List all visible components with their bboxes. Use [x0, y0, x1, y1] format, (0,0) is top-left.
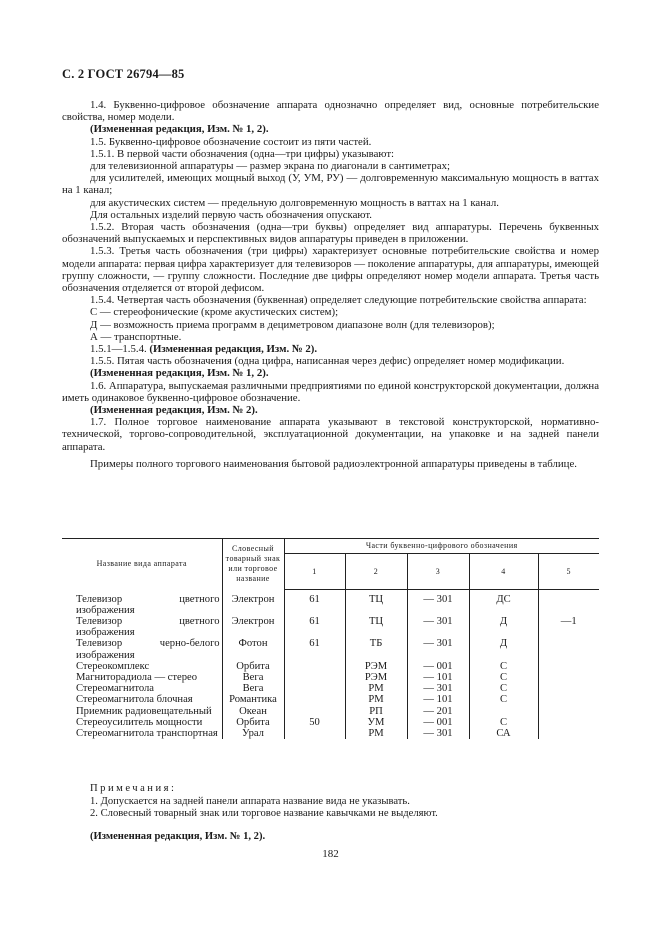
cell-c5	[538, 672, 599, 683]
table-row	[62, 683, 599, 694]
cell-c1: 61	[284, 590, 345, 616]
paragraph	[62, 367, 599, 379]
cell-brand: Романтика	[222, 694, 284, 705]
paragraph	[62, 416, 599, 453]
cell-c5	[538, 683, 599, 694]
page-header: С. 2 ГОСТ 26794—85	[62, 67, 185, 81]
paragraph-text: (Измененная редакция, Изм. № 2).	[90, 404, 258, 417]
cell-c2: ТБ	[345, 638, 407, 660]
cell-c3: — 101	[407, 694, 469, 705]
cell-c2: ТЦ	[345, 616, 407, 638]
part-number-header: 2	[345, 554, 407, 590]
cell-c1: 61	[284, 638, 345, 660]
table-row	[62, 590, 599, 616]
paragraph	[62, 404, 599, 416]
paragraph-text: Примеры полного торгового наименования бытовой радиоэлектронной аппаратуры приведены в таблице.	[90, 457, 577, 470]
paragraph	[62, 148, 599, 160]
cell-c2: РМ	[345, 728, 407, 739]
column-header-name: Название вида аппарата	[62, 539, 222, 590]
paragraph	[62, 458, 599, 470]
designation-examples-table	[62, 538, 599, 739]
paragraph-text: 1.5. Буквенно-цифровое обозначение состоит из пяти частей.	[90, 135, 372, 148]
cell-c4: С	[469, 672, 538, 683]
paragraph	[62, 160, 599, 172]
cell-brand: Вега	[222, 672, 284, 683]
paragraph-text: (Измененная редакция, Изм. № 1, 2).	[90, 123, 269, 136]
cell-c1	[284, 694, 345, 705]
cell-device-type	[62, 683, 222, 694]
paragraph-text: 1.4. Буквенно-цифровое обозначение аппарата однозначно определяет вид, основные потребительские свойства, номер модели.	[62, 99, 599, 124]
cell-c4: С	[469, 717, 538, 728]
device-type-text: Телевизор цветного изображения	[76, 615, 220, 639]
cell-c2: РМ	[345, 694, 407, 705]
cell-device-type	[62, 672, 222, 683]
cell-brand: Электрон	[222, 590, 284, 616]
paragraph	[62, 355, 599, 367]
paragraph-text: для телевизионной аппаратуры — размер экрана по диагонали в сантиметрах;	[90, 160, 450, 173]
cell-device-type	[62, 638, 222, 660]
device-type-text: Стереомагнитола транспортная	[76, 727, 218, 739]
cell-c1	[284, 683, 345, 694]
paragraph-text: 1.5.1. В первой части обозначения (одна—три цифры) указывают:	[90, 147, 395, 160]
cell-c3: — 301	[407, 683, 469, 694]
cell-c4: С	[469, 694, 538, 705]
cell-c4: ДС	[469, 590, 538, 616]
cell-c5	[538, 590, 599, 616]
cell-c1	[284, 672, 345, 683]
cell-c2: ТЦ	[345, 590, 407, 616]
paragraph	[62, 343, 599, 355]
cell-brand: Урал	[222, 728, 284, 739]
cell-c3: — 301	[407, 638, 469, 660]
paragraph-text: 1.7. Полное торговое наименование аппарата указывают в текстовой конструкторской, нормативно-технической, торгово-сопроводительной, эксплуатационной документации, на упаковке и на задней панели аппарата.	[62, 416, 599, 453]
paragraph	[62, 123, 599, 135]
notes-title: Примечания:	[90, 783, 177, 794]
paragraph-text: для усилителей, имеющих мощный выход (У, УМ, РУ) — долговременную максимальную мощность в ваттах на 1 канал;	[62, 172, 599, 197]
paragraph-text: (Измененная редакция, Изм. № 1, 2).	[90, 367, 269, 380]
cell-brand: Орбита	[222, 717, 284, 728]
cell-c5	[538, 694, 599, 705]
note-item: 1. Допускается на задней панели аппарата название вида не указывать.	[90, 795, 410, 807]
cell-c1	[284, 706, 345, 717]
paragraph-text: 1.5.3. Третья часть обозначения (три цифры) характеризует основные потребительские свойства и номер модели аппарата: первая цифра характеризует для телевизоров — поколение аппаратуры, для аппаратуры, имеющей группу сложности, — группу сложности. Последние две цифры определяют номер модели аппарата. Третья часть обозначения отделяется от второй дефисом.	[62, 245, 599, 295]
paragraph-text: 1.6. Аппаратура, выпускаемая различными предприятиями по единой конструкторской документации, должна иметь одинаковое буквенно-цифровое обозначение.	[62, 379, 599, 404]
paragraph	[62, 380, 599, 404]
device-type-text: Приемник радиовещательный	[76, 705, 212, 717]
paragraph-text: Д — возможность приема программ в дециметровом диапазоне волн (для телевизоров);	[90, 318, 495, 331]
table-row	[62, 616, 599, 638]
cell-c3: — 301	[407, 616, 469, 638]
cell-device-type	[62, 590, 222, 616]
cell-brand: Электрон	[222, 616, 284, 638]
device-type-text: Стереомагнитола блочная	[76, 694, 193, 706]
paragraph-text: 1.5.1—1.5.4.	[90, 343, 150, 356]
cell-c1	[284, 728, 345, 739]
cell-device-type	[62, 706, 222, 717]
column-header-brand: Словесный товарный знак или торговое название	[222, 539, 284, 590]
paragraph	[62, 197, 599, 209]
table-notes	[62, 783, 599, 843]
cell-c4: Д	[469, 638, 538, 660]
cell-c1: 61	[284, 616, 345, 638]
cell-c1: 50	[284, 717, 345, 728]
cell-c5	[538, 728, 599, 739]
cell-c4: Д	[469, 616, 538, 638]
cell-device-type	[62, 717, 222, 728]
amendment-reference: (Измененная редакция, Изм. № 2).	[149, 343, 318, 356]
column-header-parts: Части буквенно-цифрового обозначения	[284, 539, 599, 554]
cell-brand: Океан	[222, 706, 284, 717]
cell-c3: — 301	[407, 590, 469, 616]
device-type-text: Магниторадиола — стерео	[76, 671, 198, 683]
paragraph	[62, 319, 599, 331]
paragraph	[62, 331, 599, 343]
device-type-text: Телевизор черно-белого изображения	[76, 638, 220, 661]
cell-device-type	[62, 694, 222, 705]
paragraph-text: 1.5.2. Вторая часть обозначения (одна—три буквы) определяет вид аппаратуры. Перечень буквенных обозначений выпускаемых и перспективных видов аппаратуры приведен в приложении.	[62, 221, 599, 246]
device-type-text: Телевизор цветного изображения	[76, 593, 220, 616]
cell-device-type	[62, 728, 222, 739]
table-row	[62, 672, 599, 683]
page-number: 182	[322, 848, 339, 860]
paragraph-text: 1.5.4. Четвертая часть обозначения (буквенная) определяет следующие потребительские свойства аппарата:	[90, 294, 587, 307]
cell-c2: РМ	[345, 683, 407, 694]
paragraph	[62, 221, 599, 245]
cell-brand: Вега	[222, 683, 284, 694]
cell-c3: — 101	[407, 672, 469, 683]
cell-c3: — 001	[407, 661, 469, 672]
cell-c2: УМ	[345, 717, 407, 728]
cell-c3: — 001	[407, 717, 469, 728]
table-row	[62, 728, 599, 739]
cell-device-type	[62, 616, 222, 638]
part-number-header: 1	[284, 554, 345, 590]
paragraph-text: 1.5.5. Пятая часть обозначения (одна цифра, написанная через дефис) определяет номер модификации.	[90, 355, 565, 368]
cell-c4	[469, 706, 538, 717]
cell-c4: С	[469, 661, 538, 672]
paragraph	[62, 306, 599, 318]
paragraph	[62, 294, 599, 306]
cell-c4: СА	[469, 728, 538, 739]
part-number-header: 5	[538, 554, 599, 590]
table-body	[62, 590, 599, 740]
cell-c5	[538, 638, 599, 660]
cell-c2: РЭМ	[345, 661, 407, 672]
cell-c3: — 201	[407, 706, 469, 717]
table-row	[62, 694, 599, 705]
amendment-note: (Измененная редакция, Изм. № 1, 2).	[90, 830, 266, 842]
part-number-header: 4	[469, 554, 538, 590]
cell-brand: Фотон	[222, 638, 284, 660]
device-type-text: Стереокомплекс	[76, 660, 150, 672]
paragraph-text: С — стереофонические (кроме акустических систем);	[90, 306, 339, 319]
cell-c5	[538, 661, 599, 672]
table-row	[62, 661, 599, 672]
device-type-text: Стереоусилитель мощности	[76, 716, 203, 728]
paragraph-text: Для остальных изделий первую часть обозначения опускают.	[90, 208, 372, 221]
cell-brand: Орбита	[222, 661, 284, 672]
cell-c2: РП	[345, 706, 407, 717]
device-type-text: Стереомагнитола	[76, 683, 155, 695]
paragraph	[62, 245, 599, 294]
paragraph	[62, 99, 599, 123]
note-item: 2. Словесный товарный знак или торговое название кавычками не выделяют.	[90, 808, 438, 819]
cell-c1	[284, 661, 345, 672]
cell-c5: —1	[538, 616, 599, 638]
body-text	[62, 99, 599, 470]
paragraph	[62, 209, 599, 221]
table-row	[62, 638, 599, 660]
paragraph-text: для акустических систем — предельную долговременную мощность в ваттах на 1 канал.	[90, 196, 499, 209]
cell-c4: С	[469, 683, 538, 694]
cell-c3: — 301	[407, 728, 469, 739]
paragraph	[62, 172, 599, 196]
cell-c5	[538, 717, 599, 728]
cell-c2: РЭМ	[345, 672, 407, 683]
paragraph-text: А — транспортные.	[90, 330, 182, 343]
table-row	[62, 717, 599, 728]
part-number-header: 3	[407, 554, 469, 590]
paragraph	[62, 136, 599, 148]
cell-device-type	[62, 661, 222, 672]
cell-c5	[538, 706, 599, 717]
table-row	[62, 706, 599, 717]
